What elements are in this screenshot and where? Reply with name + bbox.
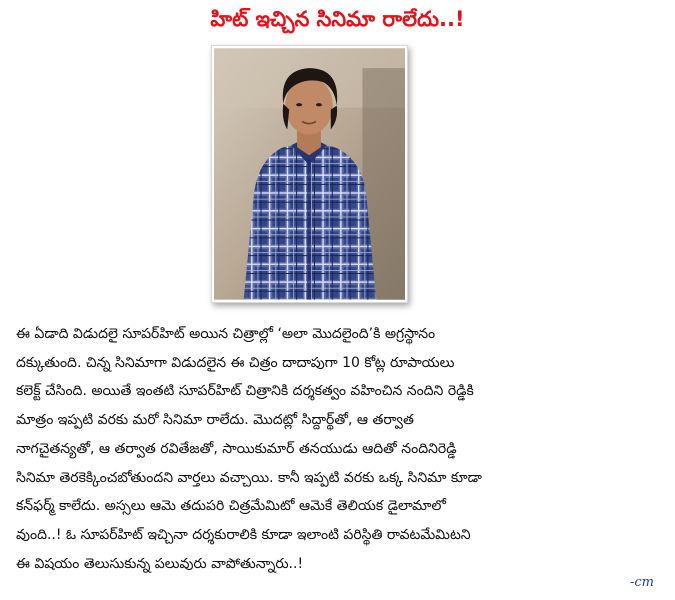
article-photo xyxy=(211,45,408,303)
article-line: దక్కుతుంది. చిన్న సినిమాగా విడుదలైన ఈ చిత్రం దాదాపుగా 10 కోట్ల రూపాయలు xyxy=(16,354,455,371)
article-line: ఈ ఏడాది విడుదలై సూపర్‌హిట్ అయిన చిత్రాల్లో ‘అలా మొదలైంది’కి అగ్రస్థానం xyxy=(16,326,436,342)
article-line: కన్‌ఫర్మ్ కాలేదు. అస్సలు ఆమె తదుపరి చిత్రమేమిటో ఆమెకే తెలియక డైలామాలో xyxy=(16,498,446,515)
portrait-photo-icon xyxy=(214,48,405,300)
article-line: వుంది..! ఓ సూపర్‌హిట్ ఇచ్చినా దర్శకురాలికి కూడా ఇలాంటి పరిస్థితి రావటమేమిటని xyxy=(16,526,471,543)
headline: హిట్ ఇచ్చిన సినిమా రాలేదు..! xyxy=(210,7,465,31)
article-line: సినిమా తెరకెక్కించబోతుందని వార్తలు వచ్చాయి. కానీ ఇప్పటి వరకు ఒక్క సినిమా కూడా xyxy=(16,469,482,486)
article-line: ఈ విషయం తెలుసుకున్న పలువురు వాపోతున్నారు..! xyxy=(16,555,304,572)
author-signature: -cm xyxy=(630,575,655,590)
article-body xyxy=(16,320,661,578)
article-line: మాత్రం ఇప్పటి వరకు మరో సినిమా రాలేదు. మొదట్లో సిద్దార్థ్‌తో, ఆ తర్వాత xyxy=(16,412,414,429)
article-line: నాగచైతన్యతో, ఆ తర్వాత రవితేజతో, సాయికుమార్ తనయుడు ఆదితో నందినిరెడ్డి xyxy=(16,440,457,457)
article-line: కలెక్ట్ చేసింది. అయితే ఇంతటి సూపర్‌హిట్ చిత్రానికి దర్శకత్వం వహించిన నందిని రెడ్డికి xyxy=(16,383,474,400)
